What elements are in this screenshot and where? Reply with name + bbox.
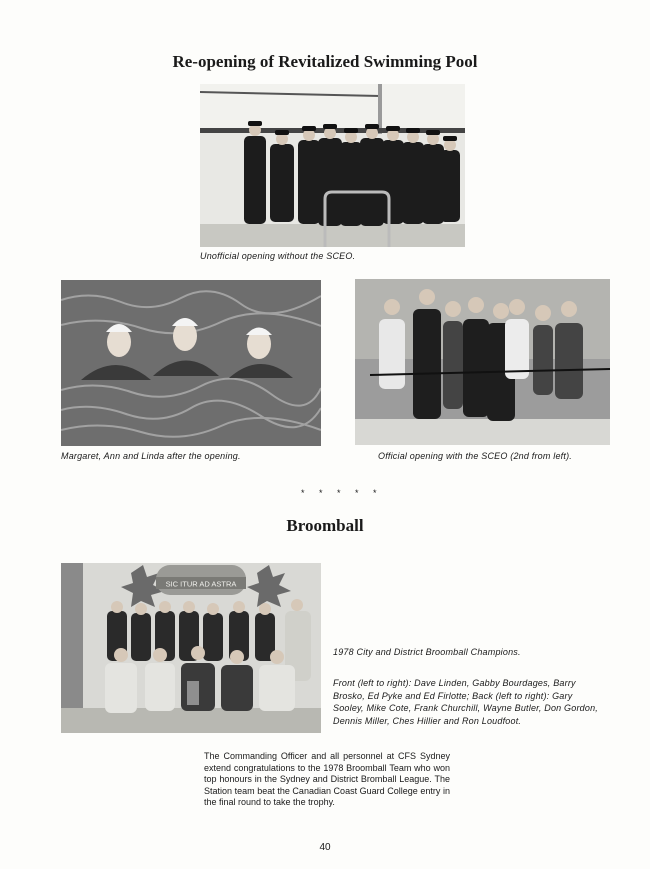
broomball-section-title: Broomball (286, 516, 364, 535)
photo-swimmers (61, 280, 321, 446)
pool-section-title: Re-opening of Revitalized Swimming Pool (172, 52, 478, 71)
broomball-body-text: The Commanding Officer and all personnel at CFS Sydney extend congratulations to the 1978 Broomball Team who won top honours in the Sydney and District Bromball League. The Station team beat the Canadian Coast Guard College entry in the final round to take the trophy. (204, 751, 450, 807)
broomball-caption-names: Front (left to right): Dave Linden, Gabby Bourdages, Barry Brosko, Ed Pyke and Ed Firlotte; Back (left to right): Gary Sooley, Mike Cote, Frank Churchill, Wayne Butler, Don Gordon, Dennis Miller, Ches Hillier and Ron Loudfoot. (333, 678, 598, 726)
photo-unofficial-opening (200, 84, 465, 247)
photo-broomball-team (61, 563, 321, 733)
photo-official-opening-caption: Official opening with the SCEO (2nd from left). (378, 451, 572, 461)
crest-motto-text: SIC ITUR AD ASTRA (165, 579, 237, 589)
page-number: 40 (319, 842, 331, 853)
section-separator: * * * * * (301, 488, 383, 498)
photo-swimmers-caption: Margaret, Ann and Linda after the opening. (61, 451, 241, 461)
photo-official-opening (355, 279, 610, 445)
photo-unofficial-opening-caption: Unofficial opening without the SCEO. (200, 251, 356, 261)
broomball-caption-title: 1978 City and District Broomball Champions. (333, 647, 521, 657)
